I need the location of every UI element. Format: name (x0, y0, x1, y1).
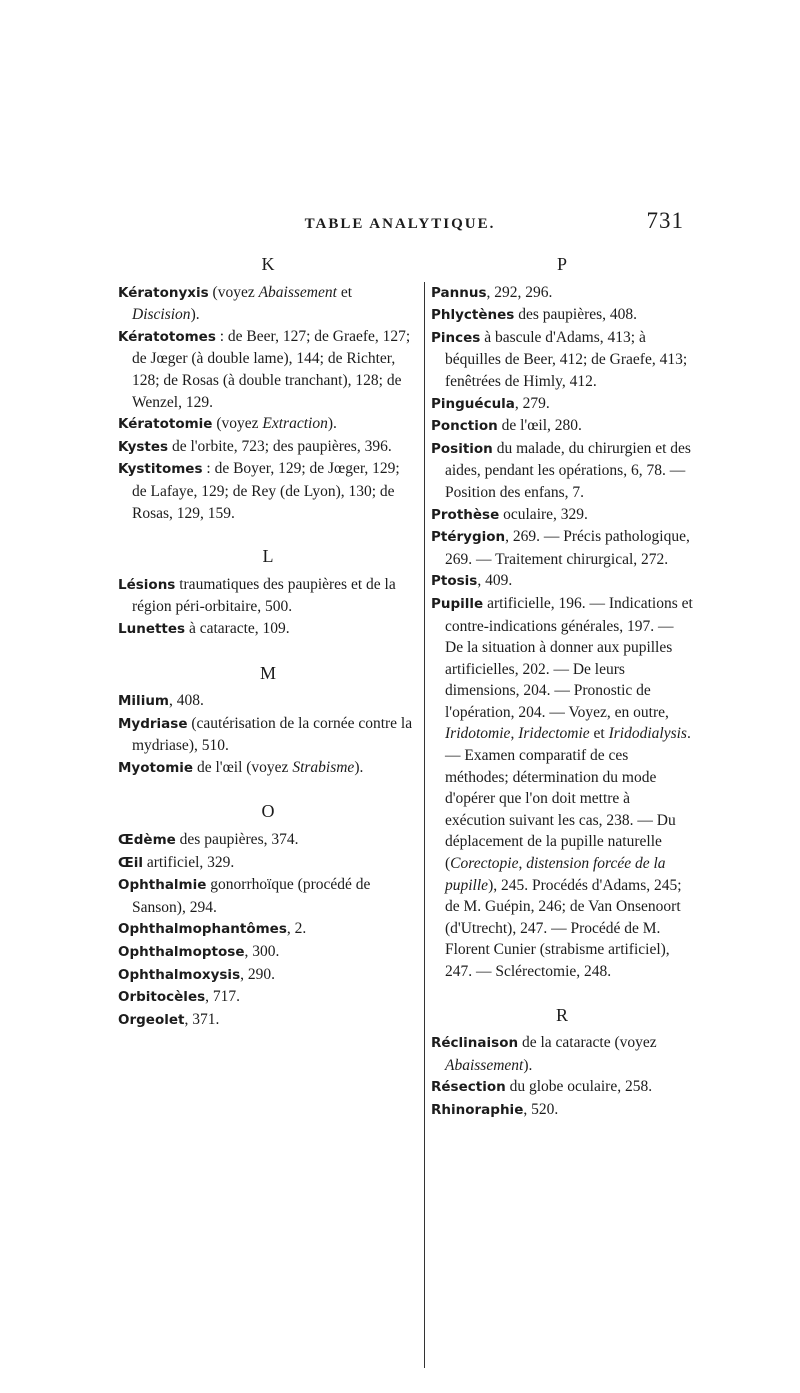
cross-reference: Iridotomie (445, 725, 511, 743)
index-term: Kystitomes (118, 461, 203, 478)
entry-text: , 292, 296. (486, 283, 553, 301)
entry-text: des paupières, 374. (175, 831, 299, 849)
entry-text: ). (327, 415, 337, 433)
index-term: Phlyctènes (431, 307, 515, 324)
index-entry (118, 436, 418, 459)
index-entry (118, 326, 418, 413)
entry-text: ), 245. Procédés d'Adams, 245; de M. Guépin, 246; de Van Onsenoort (d'Utrecht), 247. — Procédé de M. Florent Cunier (strabisme artificiel), 247. — Sclérectomie, 248. (445, 876, 682, 980)
index-term: Œil (118, 854, 144, 871)
running-title: TABLE ANALYTIQUE. (304, 216, 496, 232)
index-entry (431, 504, 693, 527)
index-term: Kératotomes (118, 328, 216, 345)
index-column-right (431, 250, 693, 1122)
index-term: Ophthalmoptose (118, 944, 245, 961)
entry-text: oculaire, 329. (499, 505, 588, 523)
section-letter: L (262, 546, 274, 567)
page-header (0, 208, 800, 242)
index-entry (431, 393, 693, 416)
index-term: Pannus (431, 284, 487, 301)
section-letter: O (261, 801, 275, 822)
section-letter: R (555, 1004, 568, 1025)
section-letter: P (556, 254, 567, 274)
entry-text: de l'orbite, 723; des paupières, 396. (168, 437, 392, 455)
page-number: 731 (646, 208, 684, 233)
section-letter: K (261, 254, 275, 274)
cross-reference: Strabisme (292, 758, 355, 776)
index-entry (431, 327, 693, 393)
entry-text: , 279. (514, 394, 550, 412)
index-term: Pinguécula (431, 395, 515, 412)
cross-reference: Corectopie (450, 855, 519, 873)
entry-text: , 409. (477, 572, 513, 590)
index-entry (118, 918, 418, 941)
index-entry (431, 593, 693, 983)
index-entry (431, 438, 693, 504)
index-entry (118, 757, 418, 780)
entry-text: : de Beer, 127; de Graefe, 127; de Jœger (à double lame), 144; de Richter, 128; de Rosas (à double tranchant), 128; de Wenzel, 129. (132, 327, 411, 411)
index-term: Orbitocèles (118, 989, 206, 1006)
index-entry (118, 690, 418, 713)
index-entry (118, 852, 418, 875)
cross-reference: Abaissement (258, 283, 337, 301)
entry-text: de la cataracte (voyez (518, 1034, 657, 1052)
entry-text: et (589, 725, 609, 743)
entry-text: à bascule d'Adams, 413; à béquilles de Beer, 412; de Graefe, 413; fenêtrées de Himly, 412. (445, 328, 688, 390)
entry-text: : de Boyer, 129; de Jœger, 129; de Lafaye, 129; de Rey (de Lyon), 130; de Rosas, 129, 159. (132, 460, 400, 522)
cross-reference: distension forcée de la pupille (445, 855, 666, 894)
index-term: Ptérygion (431, 529, 506, 546)
index-entry (431, 1032, 693, 1076)
entry-text: traumatiques des paupières et de la région péri-orbitaire, 500. (132, 575, 396, 616)
index-entry (431, 282, 693, 305)
index-term: Résection (431, 1079, 506, 1096)
entry-text: du globe oculaire, 258. (505, 1078, 653, 1096)
index-entry (431, 304, 693, 327)
index-term: Kératonyxis (118, 284, 209, 301)
entry-text: , 300. (244, 943, 280, 961)
index-term: Ophthalmie (118, 877, 207, 894)
index-entry (118, 986, 418, 1009)
entry-text: à cataracte, 109. (185, 619, 290, 637)
index-entry (118, 1009, 418, 1032)
index-term: Lésions (118, 576, 176, 593)
entry-text: ). (354, 758, 364, 776)
cross-reference: Iridodialysis (608, 725, 687, 743)
index-term: Ophthalmoxysis (118, 966, 241, 983)
column-divider (424, 282, 425, 1368)
index-entry (118, 964, 418, 987)
entry-text: , 2. (286, 920, 307, 938)
entry-text: . — Examen comparatif de ces méthodes; détermination du mode d'opérer que l'on doit mettre à exécution suivant les cas, 238. — Du déplacement de la pupille naturelle ( (445, 725, 691, 873)
entry-text: ). (190, 306, 200, 324)
section-letter: M (259, 662, 276, 683)
index-term: Ptosis (431, 573, 478, 590)
index-term: Kystes (118, 438, 169, 455)
index-column-left (118, 250, 418, 1031)
index-term: Milium (118, 693, 169, 710)
index-entry (118, 874, 418, 918)
index-term: Lunettes (118, 620, 186, 637)
index-term: Position (431, 440, 493, 457)
index-term: Pupille (431, 595, 484, 612)
entry-text: ). (523, 1056, 533, 1074)
entry-text: de l'œil (voyez (193, 758, 293, 776)
entry-text: (cautérisation de la cornée contre la mydriase), 510. (132, 714, 413, 755)
index-term: Rhinoraphie (431, 1101, 524, 1118)
index-entry (431, 415, 693, 438)
entry-text: artificielle, 196. — Indications et contre-indications générales, 197. — De la situation à donner aux pupilles artificielles, 202. — De leurs dimensions, 204. — Pronostic de l'opération, 204. — Voyez, en outre, (445, 594, 693, 721)
entry-text: des paupières, 408. (514, 306, 638, 324)
entry-text: , 371. (184, 1010, 220, 1028)
index-entry (431, 1099, 693, 1122)
index-entry (118, 941, 418, 964)
index-term: Ophthalmophantômes (118, 921, 287, 938)
entry-text: , 520. (523, 1100, 559, 1118)
cross-reference: Discision (132, 306, 191, 324)
index-term: Ponction (431, 418, 498, 435)
entry-text: de l'œil, 280. (497, 417, 582, 435)
index-entry (118, 413, 418, 436)
index-entry (431, 570, 693, 593)
entry-text: , 717. (205, 988, 241, 1006)
entry-text: , (510, 725, 519, 743)
index-term: Œdème (118, 832, 176, 849)
index-entry (118, 282, 418, 326)
entry-text: (voyez (212, 415, 263, 433)
entry-text: , 290. (240, 965, 275, 983)
entry-text: , (518, 855, 527, 873)
entry-text: (voyez (208, 283, 259, 301)
index-term: Prothèse (431, 506, 500, 523)
entry-text: gonorrhoïque (procédé de Sanson), 294. (132, 876, 371, 916)
index-term: Pinces (431, 329, 481, 346)
cross-reference: Abaissement (445, 1056, 524, 1074)
cross-reference: Extraction (262, 415, 328, 433)
index-entry (118, 458, 418, 524)
entry-text: artificiel, 329. (143, 853, 235, 871)
index-entry (118, 713, 418, 757)
index-term: Myotomie (118, 759, 194, 776)
index-term: Réclinaison (431, 1035, 519, 1052)
entry-text: et (336, 283, 353, 301)
index-term: Kératotomie (118, 416, 213, 433)
index-term: Mydriase (118, 715, 188, 732)
entry-text: du malade, du chirurgien et des aides, pendant les opérations, 6, 78. — Position des enfans, 7. (445, 439, 691, 501)
index-entry (118, 829, 418, 852)
index-entry (118, 618, 418, 641)
index-entry (431, 526, 693, 570)
entry-text: , 408. (169, 692, 204, 710)
cross-reference: Iridectomie (518, 725, 590, 743)
index-term: Orgeolet (118, 1011, 185, 1028)
entry-text: , 269. — Précis pathologique, 269. — Traitement chirurgical, 272. (445, 528, 690, 568)
index-entry (118, 574, 418, 618)
index-entry (431, 1076, 693, 1099)
